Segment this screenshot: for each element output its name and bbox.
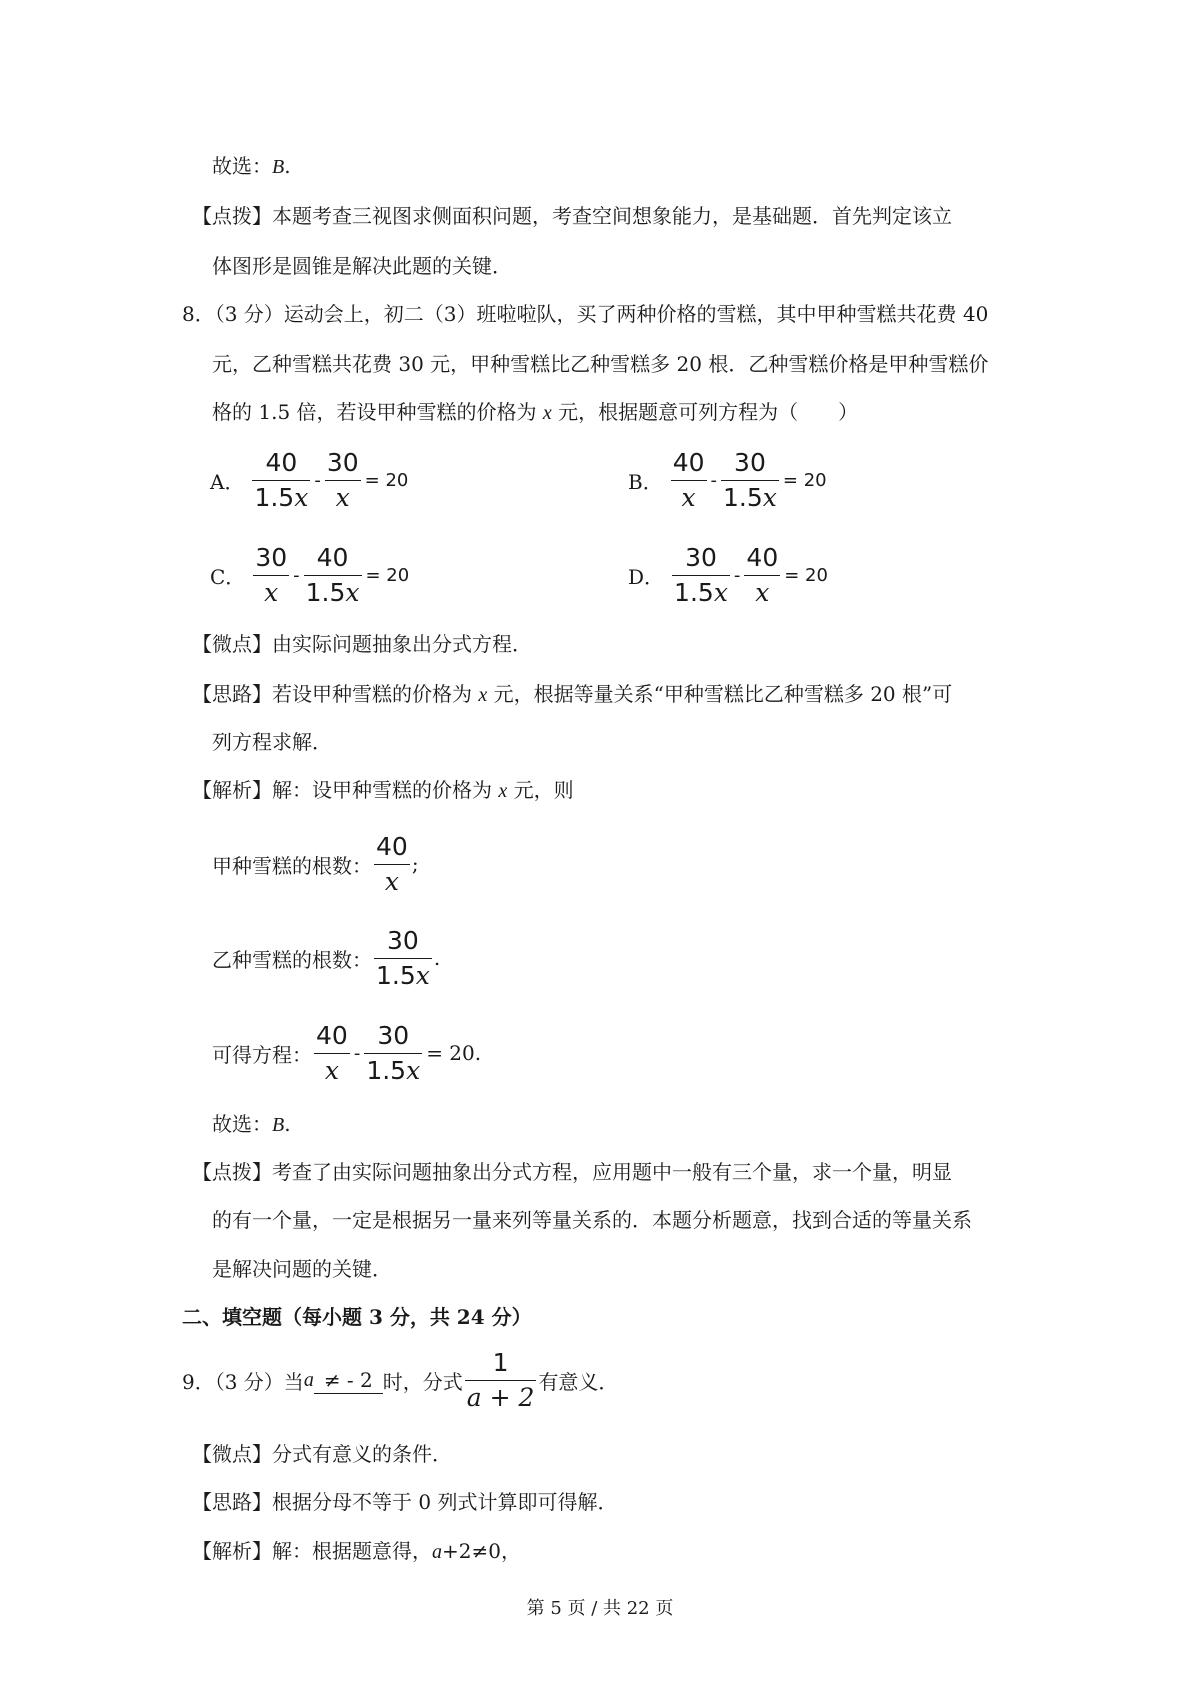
answer-prefix: 故选：: [212, 1112, 272, 1136]
numerator: 40: [316, 1020, 348, 1050]
equals-rhs: = 20: [365, 564, 410, 586]
denominator-var: x: [406, 1055, 421, 1085]
equation-line: [212, 1003, 481, 1103]
jia-end: ;: [411, 852, 419, 876]
tip-q7-line-1: 【点拨】本题考查三视图求侧面积问题，考查空间想象能力，是基础题．首先判定该立: [192, 204, 952, 228]
denominator-var: x: [294, 482, 309, 512]
fraction: [314, 1019, 350, 1088]
q9-jiexi: [192, 1537, 521, 1566]
denominator-var: x: [755, 577, 770, 607]
page-footer: 第 5 页 / 共 22 页: [526, 1598, 674, 1619]
denominator-var: x: [713, 577, 728, 607]
denominator-expr: a + 2: [466, 1382, 535, 1412]
minus-sign: -: [314, 469, 321, 491]
q9-jiexi-b: +2≠0，: [442, 1539, 521, 1563]
numerator: 30: [377, 1020, 410, 1050]
numerator: 40: [265, 447, 298, 477]
jiexi-b: 元，则: [507, 778, 574, 802]
numerator: 30: [326, 447, 359, 477]
numerator: 1: [492, 1347, 509, 1377]
denominator-var: x: [264, 577, 279, 607]
variable-x: x: [478, 684, 488, 706]
numerator: 40: [672, 447, 705, 477]
option-b-label: B．: [628, 469, 663, 494]
answer-end: .: [284, 1112, 291, 1136]
q8-silu-line-1: [192, 680, 952, 709]
option-c: [210, 525, 411, 625]
denominator-coef: 1.5: [366, 1055, 407, 1085]
q8-jiexi: [192, 776, 574, 805]
fraction: [672, 541, 730, 610]
option-a: [210, 430, 410, 530]
numerator: 30: [387, 925, 419, 955]
denominator-var: x: [681, 482, 696, 512]
denominator-var: x: [384, 866, 399, 896]
yi-end: .: [433, 946, 441, 970]
numerator: 30: [685, 542, 717, 572]
eq-end: = 20.: [426, 1041, 482, 1065]
variable-a: a: [432, 1541, 442, 1563]
q9-jiexi-a: 【解析】解：根据题意得，: [192, 1539, 432, 1563]
variable-x: x: [498, 780, 508, 802]
fraction: [744, 541, 780, 610]
answer-letter: B: [272, 1114, 285, 1136]
q9-suffix: 有意义．: [538, 1369, 619, 1394]
q9-mid: 时，分式: [382, 1369, 463, 1394]
minus-sign: -: [293, 564, 300, 586]
eq-label: 可得方程：: [212, 1042, 312, 1067]
denominator: [334, 481, 352, 515]
tip-q8-line-1: 【点拨】考查了由实际问题抽象出分式方程，应用题中一般有三个量，求一个量，明显: [192, 1160, 952, 1184]
equals-rhs: = 20: [364, 469, 409, 491]
silu-1b: 元，根据等量关系“甲种雪糕比乙种雪糕多 20 根”可: [487, 682, 953, 706]
q8-stem-line-3: [212, 398, 858, 427]
q8-stem-3b: 元，根据题意可列方程为（ ）: [551, 400, 859, 424]
denominator-coef: 1.5: [376, 960, 416, 990]
denominator-var: x: [415, 960, 430, 990]
jia-count-line: [212, 814, 419, 914]
yi-label: 乙种雪糕的根数：: [212, 947, 372, 972]
silu-1a: 【思路】若设甲种雪糕的价格为: [192, 682, 479, 706]
tip-q8-line-3: 是解决问题的关键．: [212, 1257, 392, 1281]
q8-stem-line-1: 8．（3 分）运动会上，初二（3）班啦啦队，买了两种价格的雪糕，其中甲种雪糕共花费 40: [182, 302, 989, 326]
q9-prefix: 9．（3 分）当: [182, 1369, 304, 1394]
numerator: 40: [746, 542, 779, 572]
denominator-var: x: [345, 577, 360, 607]
denominator: [465, 1381, 537, 1415]
q9-stem: [182, 1330, 618, 1430]
fraction: [465, 1346, 537, 1415]
denominator: [323, 1054, 341, 1088]
denominator: [304, 576, 362, 610]
denominator: [262, 576, 280, 610]
answer-prefix: 故选：: [212, 154, 272, 178]
minus-sign: -: [353, 1042, 361, 1064]
denominator: [364, 1054, 422, 1088]
denominator: [374, 959, 432, 993]
answer-end: .: [284, 154, 291, 178]
q8-stem-line-2: 元，乙种雪糕共花费 30 元，甲种雪糕比乙种雪糕多 20 根．乙种雪糕价格是甲种雪糕价: [212, 352, 989, 376]
denominator: [753, 576, 771, 610]
denominator-var: x: [324, 1055, 339, 1085]
denominator: [383, 865, 401, 899]
minus-sign: -: [710, 469, 718, 491]
tip-q7-line-2: 体图形是圆锥是解决此题的关键．: [212, 254, 512, 278]
q9-weidian: 【微点】分式有意义的条件．: [192, 1442, 452, 1466]
numerator: 30: [734, 447, 766, 477]
denominator-coef: 1.5: [723, 482, 763, 512]
q8-weidian: 【微点】由实际问题抽象出分式方程．: [192, 632, 532, 656]
denominator-var: x: [762, 482, 777, 512]
answer-line-q8: [212, 1110, 291, 1139]
q8-silu-line-2: 列方程求解．: [212, 730, 332, 754]
answer-blank: ≠ - 2: [314, 1367, 383, 1394]
tip-q8-line-2: 的有一个量，一定是根据另一量来列等量关系的．本题分析题意，找到合适的等量关系: [212, 1208, 972, 1232]
denominator: [252, 481, 310, 515]
minus-sign: -: [733, 564, 741, 586]
q8-stem-3a: 格的 1.5 倍，若设甲种雪糕的价格为: [212, 400, 543, 424]
denominator: [672, 576, 730, 610]
fraction: [671, 446, 707, 515]
numerator: 40: [376, 831, 408, 861]
fraction: [721, 446, 779, 515]
yi-count-line: [212, 908, 440, 1008]
option-d: [628, 525, 830, 625]
answer-letter: B: [272, 156, 285, 178]
fraction: [253, 541, 289, 610]
equals-rhs: = 20: [782, 469, 827, 491]
option-b: [628, 430, 829, 530]
denominator-var: x: [335, 482, 350, 512]
denominator-coef: 1.5: [254, 482, 295, 512]
q9-silu: 【思路】根据分母不等于 0 列式计算即可得解．: [192, 1490, 618, 1514]
fraction: [325, 446, 361, 515]
answer-line-q7: [212, 152, 291, 181]
numerator: 40: [316, 542, 349, 572]
fraction: [252, 446, 310, 515]
denominator: [721, 481, 779, 515]
variable-x: x: [542, 402, 552, 424]
denominator: [680, 481, 698, 515]
option-c-label: C．: [210, 564, 246, 589]
option-a-label: A．: [210, 469, 245, 494]
option-d-label: D．: [628, 564, 665, 589]
denominator-coef: 1.5: [674, 577, 714, 607]
jiexi-a: 【解析】解：设甲种雪糕的价格为: [192, 778, 499, 802]
numerator: 30: [255, 542, 288, 572]
equals-rhs: = 20: [784, 564, 828, 586]
section-title: 二、填空题（每小题 3 分，共 24 分）: [182, 1305, 532, 1329]
fraction: [374, 924, 432, 993]
jia-label: 甲种雪糕的根数：: [212, 853, 372, 878]
fraction: [364, 1019, 422, 1088]
denominator-coef: 1.5: [305, 577, 346, 607]
variable-a: a: [303, 1368, 314, 1391]
fraction: [374, 830, 410, 899]
fraction: [304, 541, 362, 610]
